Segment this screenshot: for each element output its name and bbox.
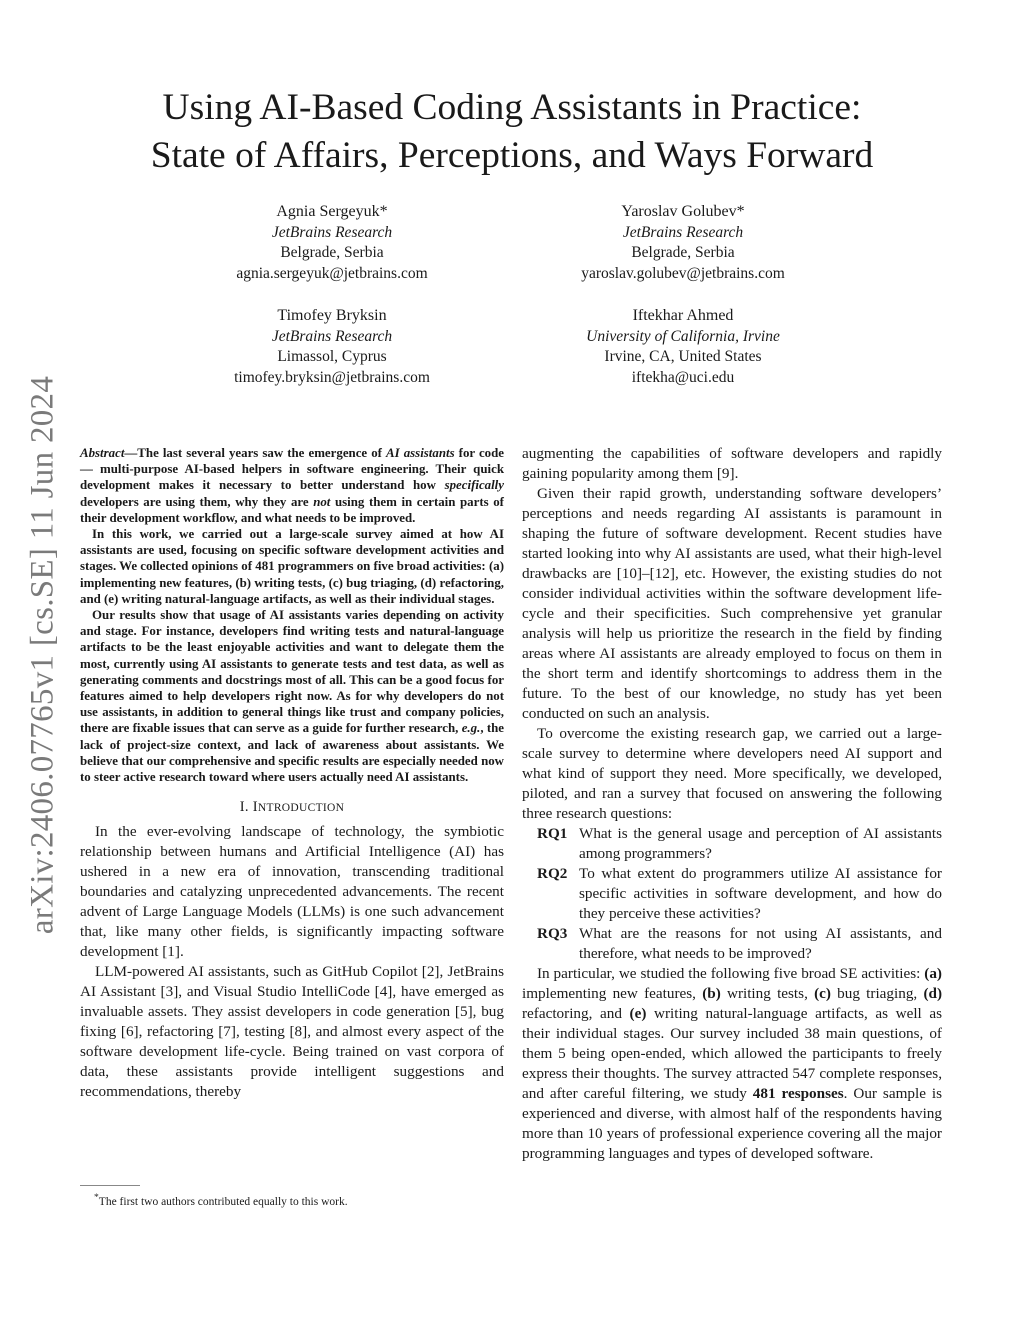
- intro-paragraph-5: [522, 964, 942, 1164]
- body-text: writing natural-language artifacts, as well as their individual stages. Our survey included 38 main questions, of them 5 being open-ended, which allowed the participants to freely express their thoughts. The survey attracted 547 complete responses, and after careful filtering, we study: [522, 1005, 942, 1102]
- author-block-3: [172, 306, 492, 388]
- body-text: writing tests,: [720, 985, 815, 1002]
- author-block-1: [172, 202, 492, 284]
- section-title-rest: NTRODUCTION: [257, 802, 345, 815]
- abstract-paragraph-2: In this work, we carried out a large-scale survey aimed at how AI assistants are used, focusing on specific software development activities and stages. We collected opinions of 481 programmers on five broad activities: (a) implementing new features, (b) writing tests, (c) bug triaging, (d) refactoring, and (e) writing natural-language artifacts, as well as their individual stages.: [80, 527, 504, 606]
- abstract-text: developers are using them, why they are: [80, 494, 314, 509]
- activity-label: (c): [814, 985, 831, 1002]
- title-line-1: Using AI-Based Coding Assistants in Practice:: [162, 87, 862, 128]
- rq-tag: RQ1: [537, 825, 568, 842]
- left-column: [80, 445, 504, 1102]
- abstract-paragraph-1: [80, 445, 504, 526]
- author-email: timofey.bryksin@jetbrains.com: [234, 368, 430, 386]
- author-block-2: [523, 202, 843, 284]
- author-name: Agnia Sergeyuk*: [276, 203, 388, 220]
- research-question-3: [537, 924, 942, 964]
- body-text: . Our sample is experienced and diverse, with almost half of the respondents having more than 10 years of professional experience covering all the major programming languages and types of developed software.: [522, 1085, 942, 1162]
- section-title-initial: I: [252, 799, 258, 816]
- author-email: agnia.sergeyuk@jetbrains.com: [236, 264, 428, 282]
- author-name: Iftekhar Ahmed: [632, 307, 734, 324]
- rq-text: To what extent do programmers utilize AI assistance for specific activities in software development, and how do they perceive these activities?: [579, 865, 942, 922]
- intro-paragraph-4: To overcome the existing research gap, we carried out a large-scale survey to determine where developers need AI support and what kind of support they need. More specifically, we developed, piloted, and ran a survey that focused on answering the following three research questions:: [522, 725, 942, 822]
- rq-tag: RQ2: [537, 865, 568, 882]
- activity-label: (a): [924, 965, 942, 982]
- arxiv-stamp-text: arXiv:2406.07765v1 [cs.SE] 11 Jun 2024: [24, 375, 61, 935]
- author-email: iftekha@uci.edu: [631, 368, 735, 386]
- abstract-emphasis: e.g.: [461, 721, 481, 736]
- author-email: yaroslav.golubev@jetbrains.com: [581, 264, 785, 282]
- abstract-paragraph-3: [80, 607, 504, 785]
- author-block-4: [523, 306, 843, 388]
- footnote-rule: [80, 1185, 140, 1186]
- abstract-emphasis: AI assistants: [386, 446, 455, 460]
- intro-paragraph-1: In the ever-evolving landscape of technology, the symbiotic relationship between humans and Artificial Intelligence (AI) has ushered in a new era of innovation, transcending traditional boundaries and catalyzing unprecedented advancements. The recent advent of Large Language Models (LLMs) is one such advancement that, like many other fields, is significantly impacting software development [1].: [80, 823, 504, 961]
- abstract-text: —The last several years saw the emergence of: [124, 446, 387, 460]
- body-text: In particular, we studied the following five broad SE activities:: [537, 965, 925, 982]
- footnote-mark: *: [94, 1192, 99, 1203]
- abstract-text: Our results show that usage of AI assistants varies depending on activity and stage. For instance, developers find writing tests and natural-language artifacts to be the least enjoyable activities and want to delegate them the most, currently using AI assistants to generate tests and test data, as well as generating comments and docstrings most of all. This can be a good focus for features aimed to help developers right now. As for why developers do not use assistants, in addition to general things like trust and company policies, there are fixable issues that can serve as a guide for further research,: [80, 608, 504, 736]
- research-question-2: [537, 864, 942, 924]
- author-name: Yaroslav Golubev*: [621, 203, 745, 220]
- author-location: Belgrade, Serbia: [631, 244, 735, 261]
- footnote: [80, 1191, 510, 1209]
- intro-paragraph-2: LLM-powered AI assistants, such as GitHub Copilot [2], JetBrains AI Assistant [3], and Visual Studio IntelliCode [4], have emerged as invaluable assets. They assist developers in code generation [5], bug fixing [6], refactoring [7], testing [8], and almost every aspect of the software development life-cycle. Being trained on vast corpora of data, these assistants provide intelligent suggestions and recommendations, thereby: [80, 963, 504, 1101]
- author-name: Timofey Bryksin: [277, 307, 387, 324]
- author-affiliation: University of California, Irvine: [586, 327, 780, 345]
- abstract-text: for code — multi-purpose AI-based helpers in software engineering. Their quick development makes it necessary to better understand how: [80, 446, 505, 493]
- title-line-2: State of Affairs, Perceptions, and Ways Forward: [150, 135, 874, 176]
- author-affiliation: JetBrains Research: [622, 223, 744, 241]
- abstract-emphasis: specifically: [444, 478, 504, 493]
- footnote-text: The first two authors contributed equally to this work.: [98, 1195, 348, 1208]
- author-affiliation: JetBrains Research: [271, 327, 393, 345]
- body-text: implementing new features,: [522, 985, 703, 1002]
- author-location: Limassol, Cyprus: [277, 348, 387, 365]
- author-location: Irvine, CA, United States: [604, 348, 762, 365]
- activity-label: (b): [702, 985, 721, 1002]
- rq-tag: RQ3: [537, 925, 568, 942]
- abstract-label: Abstract: [80, 446, 125, 460]
- intro-paragraph-continued: augmenting the capabilities of software developers and rapidly gaining popularity among them [9].: [522, 445, 942, 482]
- intro-body-right: [522, 444, 942, 1164]
- intro-paragraph-3: Given their rapid growth, understanding software developers’ perceptions and needs regarding AI assistants is paramount in shaping the future of software development. Recent studies have started looking into why AI assistants are used, what their high-level drawbacks are [10]–[12], etc. However, the existing studies do not consider individual activities within the software development life-cycle and their specificities. Such comprehensive yet granular analysis will help us prioritize the research in the field by finding areas where AI assistants are already employed to focus on them in the short term and identify shortcomings to address them in the future. To the best of our knowledge, no study has yet been conducted on such an analysis.: [522, 485, 942, 722]
- abstract-text: using them in certain parts of their development workflow, and what needs to be improved.: [80, 494, 504, 525]
- author-location: Belgrade, Serbia: [280, 244, 384, 261]
- intro-body-left: [80, 822, 504, 1102]
- activity-label: (d): [923, 985, 942, 1002]
- abstract: [80, 445, 504, 785]
- rq-text: What is the general usage and perception of AI assistants among programmers?: [579, 825, 942, 862]
- activity-label: (e): [629, 1005, 647, 1022]
- paper-title: [80, 84, 944, 180]
- author-affiliation: JetBrains Research: [271, 223, 393, 241]
- section-heading-introduction: [80, 799, 504, 816]
- research-question-1: [537, 824, 942, 864]
- rq-text: What are the reasons for not using AI assistants, and therefore, what needs to be improved?: [579, 925, 942, 962]
- arxiv-identifier-stamp: [8, 365, 78, 945]
- abstract-text: , the lack of project-size context, and lack of awareness about assistants. We believe that our comprehensive and specific results are especially needed now to steer active research toward where users actually need AI assistants.: [80, 721, 504, 785]
- body-text: refactoring, and: [522, 1005, 630, 1022]
- section-number: I.: [239, 799, 249, 816]
- body-text: bug triaging,: [830, 985, 924, 1002]
- abstract-emphasis: not: [313, 494, 331, 509]
- response-count: 481 responses: [752, 1085, 844, 1102]
- right-column: [522, 444, 942, 1164]
